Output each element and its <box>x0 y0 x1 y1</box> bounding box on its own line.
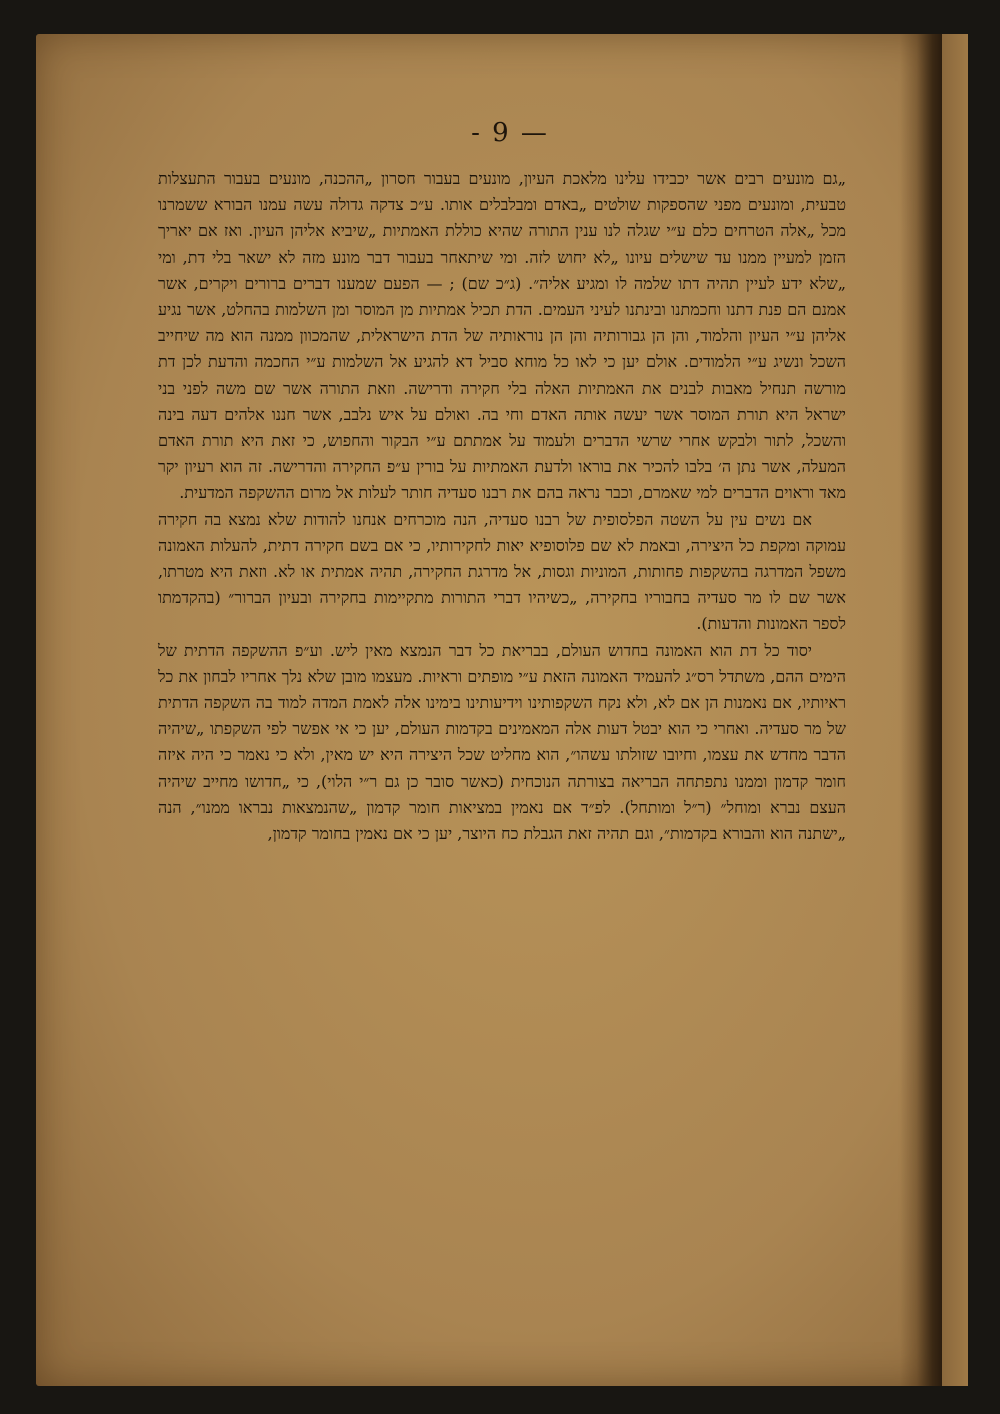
body-text <box>158 166 846 847</box>
paragraph-3: יסוד כל דת הוא האמונה בחדוש העולם, בבריאת כל דבר הנמצא מאין ליש. וע״פ ההשקפה הדתית של הימים ההם, משתדל רס״ג להעמיד האמונה הזאת ע״י מופתים וראיות. מעצמו מובן שלא נלך אחריו לבחון את כל ראיותיו, אם נאמנות הן אם לא, ולא נקח השקפותינו וידיעותינו בימינו אלה לאמת המדה למוד בה השקפה הדתית של מר סעדיה. ואחרי כי הוא יבטל דעות אלה המאמינים בקדמות העולם, יען כי אי אפשר לפי השקפתו „שיהיה הדבר מחדש את עצמו, וחיובו שזולתו עשהו״, הוא מחליט שכל היצירה היא יש מאין, ולא כי נאמר כי היה איזה חומר קדמון וממנו נתפתחה הבריאה בצורתה הנוכחית (כאשר סובר כן גם ר״י הלוי), כי „חדושו מחייב שיהיה העצם נברא ומוחל״ (ר״ל ומותחל). לפ״ד אם נאמין במציאות חומר קדמון „שהנמצאות נבראו ממנו״, הנה „ישתנה הוא והבורא בקדמות״, וגם תהיה זאת הגבלת כח היוצר, יען כי אם נאמין בחומר קדמון, <box>158 640 847 844</box>
paragraph-2: אם נשים עין על השטה הפלסופית של רבנו סעדיה, הנה מוכרחים אנחנו להודות שלא נמצא בה חקירה עמוקה ומקפת כל היצירה, ובאמת לא שם פלוסופיא יאות לחקירותיו, כי אם בשם חקירה דתית, להעלות האמונה משפל המדרגה בהשקפות פחותות, המוניות וגסות, אל מדרגת החקירה, תהיה אמתית או לא. וזאת היא מטרתו, אשר שם לו מר סעדיה בחבוריו בחקירה, „כשיהיו דברי התורות מתקיימות בחקירה ובעיון הברור״ (בהקדמתו לספר האמונות והדעות). <box>158 509 846 634</box>
paragraph-1: „גם מונעים רבים אשר יכבידו עלינו מלאכת העיון, מונעים בעבור חסרון „ההכנה, מונעים בעבור התעצלות טבעית, ומונעים מפני שהספקות שולטים „באדם ומבלבלים אותו. ע״כ צדקה גדולה עשה עמנו הבורא ששמרנו מכל „אלה הטרחים כלם ע״י שגלה לנו ענין התורה שהיא כוללת האמתיות „שיביא אליהן העיון. ואז אם יאריך הזמן למעיין ממנו עד שישלים עיונו „לא יחוש לזה. ומי שיתאחר בעבור דבר מונע מזה לא ישאר בלי דת, ומי „שלא ידע לעיין תהיה דתו שלמה לו ומגיע אליה״. (ג״כ שם) ; — הפעם שמענו דברים ברורים ויקרים, אשר אמנם הם פנת דתנו וחכמתנו ובינתנו לעיני העמים. הדת תכיל אמתיות מן המוסר ומן השלמות בהחלט, אשר נגיע אליהן ע״י העיון והלמוד, והן הן גבורותיה והן הן נוראותיה של הדת הישראלית, שהמכוון ממנה הוא מה שיחייב השכל ונשיג ע״י הלמודים. אולם יען כי לאו כל מוחא סביל דא להגיע אל השלמות ע״י החכמה והדעת לכן דת מורשה תנחיל מאבות לבנים את האמתיות האלה בלי חקירה ודרישה. וזאת התורה אשר שם משה לפני בני ישראל היא תורת המוסר אשר יעשה אותה האדם וחי בה. ואולם על איש נלבב, אשר חננו אלהים דעה בינה והשכל, לתור ולבקש אחרי שרשי הדברים ולעמוד על אמתתם ע״י הבקור והחפוש, כי זאת היא תורת האדם המעלה, אשר נתן ה׳ בלבו להכיר את בוראו ולדעת האמתיות על בורין ע״פ החקירה והדרישה. זה הוא רעיון יקר מאד וראוים הדברים למי שאמרם, וכבר נראה בהם את רבנו סעדיה חותר לעלות אל מרום ההשקפה המדעית. <box>158 169 847 503</box>
book-gutter <box>900 34 942 1386</box>
page-number: - 9 — <box>471 118 549 148</box>
facing-page-edge <box>942 34 968 1386</box>
